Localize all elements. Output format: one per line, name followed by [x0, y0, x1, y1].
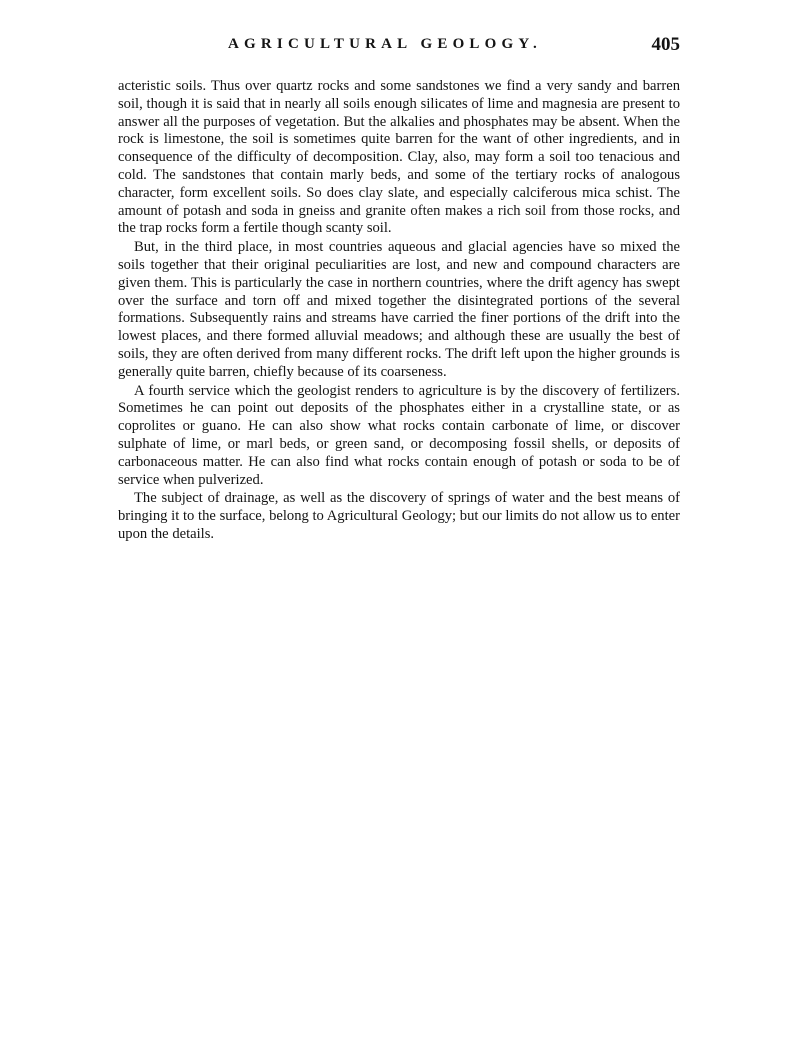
paragraph-continuation: acteristic soils. Thus over quartz rocks and some sandstones we find a very sandy and barren soil, though it is said that in nearly all soils enough silicates of lime and magnesia are present to answer all the purposes of vegetation. But the alkalies and phosphates may be absent. When the rock is limestone, the soil is sometimes quite barren for the want of other ingredients, and in consequence of the difficulty of decomposition. Clay, also, may form a soil too tenacious and cold. The sandstones that contain marly beds, and some of the tertiary rocks of analogous character, form excellent soils. So does clay slate, and especially calciferous mica schist. The amount of potash and soda in gneiss and granite often makes a rich soil from those rocks, and the trap rocks form a fertile though scanty soil.: [118, 78, 680, 237]
paragraph-fertilizers: A fourth service which the geologist renders to agriculture is by the discovery of fertilizers. Sometimes he can point out deposits of the phosphates either in a crystalline state, or as coprolites or guano. He can also show what rocks contain carbonate of lime, or discover sulphate of lime, or marl beds, or green sand, or decomposing fossil shells, or deposits of carbonaceous matter. He can also find what rocks contain enough of potash or soda to be of service when pulverized.: [118, 382, 680, 488]
running-head: [118, 34, 680, 62]
page-number: 405: [651, 34, 680, 55]
paragraph-drainage: The subject of drainage, as well as the discovery of springs of water and the best means of bringing it to the surface, belong to Agricultural Geology; but our limits do not allow us to enter upon the details.: [118, 490, 680, 542]
paragraph-third-place: But, in the third place, in most countries aqueous and glacial agencies have so mixed the soils together that their original peculiarities are lost, and new and compound characters are given them. This is particularly the case in northern countries, where the drift agency has swept over the surface and torn off and mixed together the disintegrated portions of the several formations. Subsequently rains and streams have carried the finer portions of the drift into the lowest places, and there formed alluvial meadows; and although these are usually the best of soils, they are often derived from many different rocks. The drift left upon the higher grounds is generally quite barren, chiefly because of its coarseness.: [118, 239, 680, 380]
running-title: AGRICULTURAL GEOLOGY.: [228, 36, 542, 52]
body-text: [118, 78, 680, 545]
